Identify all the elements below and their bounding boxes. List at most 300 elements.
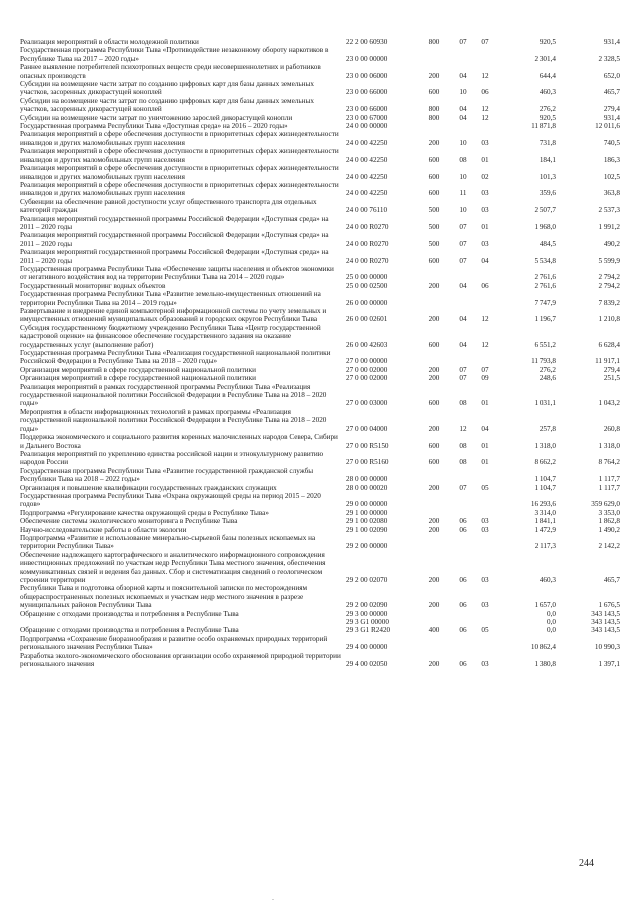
row-expense-type bbox=[416, 467, 452, 484]
row-section: 07 bbox=[459, 483, 467, 492]
row-amount-year-1: 101,3 bbox=[539, 172, 556, 181]
row-target-article: 24 0 00 R0270 bbox=[346, 256, 389, 265]
row-target-article: 24 0 00 42250 bbox=[346, 189, 388, 198]
row-section bbox=[452, 265, 474, 282]
table-row bbox=[20, 248, 620, 265]
row-target-article: 28 0 00 00000 bbox=[346, 475, 388, 484]
row-expense-type bbox=[416, 349, 452, 366]
row-amount-year-1: 276,2 bbox=[539, 105, 556, 114]
table-row bbox=[20, 282, 620, 290]
row-amount-year-1: 1 104,7 bbox=[534, 475, 556, 484]
table-row bbox=[20, 122, 620, 130]
row-subsection bbox=[474, 290, 496, 307]
row-amount-year-1: 2 117,3 bbox=[534, 542, 556, 551]
row-target-article: 28 0 00 00020 bbox=[346, 483, 388, 492]
row-amount-year-2: 3 353,0 bbox=[598, 508, 620, 517]
row-amount-year-1: 731,8 bbox=[539, 138, 556, 147]
row-amount-year-2: 102,5 bbox=[603, 172, 620, 181]
row-amount-year-2: 2 537,3 bbox=[598, 206, 620, 215]
row-name: Государственная программа Республики Тыва «Доступная среда» на 2016 – 2020 годы» bbox=[20, 122, 288, 131]
row-name: Подпрограмма «Сохранение биоразнообразия и развитие особо охраняемых природных территорий регионального значения Республики Тыва» bbox=[20, 634, 328, 652]
row-amount-year-1: 644,4 bbox=[539, 71, 556, 80]
row-expense-type: 200 bbox=[428, 576, 440, 584]
footer-mark: . bbox=[272, 893, 274, 902]
row-subsection: 03 bbox=[481, 138, 489, 147]
table-row bbox=[20, 265, 620, 282]
row-section: 07 bbox=[459, 38, 467, 46]
row-expense-type: 800 bbox=[428, 105, 440, 114]
row-name: Обеспечение системы экологического мониторинга в Республике Тыва bbox=[20, 517, 238, 526]
row-name: Государственная программа Республики Тыва «Противодействие незаконному обороту наркотиков в Республике Тыва на 2017 – 2020 годы» bbox=[20, 46, 329, 63]
row-section bbox=[452, 618, 474, 626]
table-row bbox=[20, 231, 620, 248]
row-expense-type: 800 bbox=[428, 113, 440, 122]
row-target-article: 27 0 00 00000 bbox=[346, 357, 388, 366]
row-subsection: 04 bbox=[481, 424, 489, 433]
row-amount-year-1: 3 314,0 bbox=[534, 508, 556, 517]
row-amount-year-2: 343 143,5 bbox=[591, 609, 620, 618]
row-expense-type: 200 bbox=[428, 138, 440, 147]
row-amount-year-1: 0,0 bbox=[547, 626, 556, 635]
row-name: Реализация мероприятий в сфере обеспечения доступности в приоритетных сферах жизнедеятельности инвалидов и других маломобильных групп населения bbox=[20, 164, 339, 181]
row-section: 04 bbox=[459, 340, 467, 349]
row-section: 11 bbox=[459, 189, 467, 198]
row-target-article: 29 3 G1 R2420 bbox=[346, 626, 391, 635]
row-subsection bbox=[474, 509, 496, 517]
row-target-article: 23 0 00 06000 bbox=[346, 71, 388, 80]
row-amount-year-2: 343 143,5 bbox=[591, 618, 620, 627]
row-subsection: 03 bbox=[481, 601, 489, 610]
row-expense-type bbox=[416, 610, 452, 618]
row-amount-year-2: 260,8 bbox=[603, 424, 620, 433]
row-expense-type: 200 bbox=[428, 374, 440, 383]
row-target-article: 26 0 00 02601 bbox=[346, 315, 388, 324]
row-name: Государственный мониторинг водных объектов bbox=[20, 281, 166, 290]
row-amount-year-2: 2 794,2 bbox=[598, 281, 620, 290]
row-section: 12 bbox=[459, 424, 467, 433]
row-amount-year-2: 2 142,2 bbox=[598, 542, 620, 551]
row-name: Подпрограмма «Развитие и использование минерально-сырьевой базы полезных ископаемых на территории Республики Тыва» bbox=[20, 533, 316, 551]
row-section: 08 bbox=[459, 399, 467, 408]
row-expense-type: 200 bbox=[428, 601, 440, 610]
table-row bbox=[20, 517, 620, 525]
row-target-article: 23 0 00 67000 bbox=[346, 113, 388, 122]
row-subsection bbox=[474, 618, 496, 626]
row-target-article: 29 1 00 02080 bbox=[346, 517, 388, 526]
row-target-article: 29 2 00 02090 bbox=[346, 601, 388, 610]
table-row bbox=[20, 290, 620, 307]
row-target-article: 29 3 00 00000 bbox=[346, 609, 388, 618]
row-amount-year-1: 1 968,0 bbox=[534, 222, 556, 231]
row-amount-year-1: 2 301,4 bbox=[534, 54, 556, 63]
row-expense-type: 600 bbox=[428, 399, 440, 408]
row-amount-year-2: 186,3 bbox=[603, 155, 620, 164]
row-expense-type bbox=[416, 265, 452, 282]
row-amount-year-1: 11 793,8 bbox=[531, 357, 556, 366]
row-expense-type: 200 bbox=[428, 365, 440, 374]
row-amount-year-2: 2 794,2 bbox=[598, 273, 620, 282]
row-target-article: 25 0 00 00000 bbox=[346, 273, 388, 282]
row-name: Обращение с отходами производства и потребления в Республике Тыва bbox=[20, 609, 239, 618]
row-expense-type: 600 bbox=[428, 88, 440, 97]
row-expense-type: 600 bbox=[428, 155, 440, 164]
row-expense-type: 600 bbox=[428, 256, 440, 265]
row-subsection: 12 bbox=[481, 340, 489, 349]
row-section: 08 bbox=[459, 458, 467, 467]
table-row bbox=[20, 215, 620, 232]
row-name: Подпрограмма «Регулирование качества окружающей среды в Республике Тыва» bbox=[20, 508, 269, 517]
row-amount-year-1: 248,6 bbox=[539, 374, 556, 383]
row-section: 08 bbox=[459, 155, 467, 164]
table-row bbox=[20, 635, 620, 652]
row-target-article: 26 0 00 42603 bbox=[346, 340, 388, 349]
row-amount-year-2: 6 628,4 bbox=[598, 340, 620, 349]
row-amount-year-2: 11 917,1 bbox=[595, 357, 620, 366]
row-amount-year-2: 359 629,0 bbox=[591, 500, 620, 509]
row-name: Обеспечение надлежащего картографического и аналитического информационного сопровождения инвестиционных предложений по участкам недр Республики Тыва местного значения, обеспечения коммуникативных связей и ведения баз данных. Сбор и систематизация сведений о геологическом строении территории bbox=[20, 550, 326, 584]
row-amount-year-2: 1 676,5 bbox=[598, 601, 620, 610]
row-expense-type bbox=[416, 290, 452, 307]
row-expense-type: 200 bbox=[428, 424, 440, 433]
row-amount-year-1: 0,0 bbox=[547, 618, 556, 627]
row-subsection: 12 bbox=[481, 315, 489, 324]
row-amount-year-1: 16 293,6 bbox=[530, 500, 556, 509]
row-target-article: 22 2 00 60930 bbox=[346, 38, 388, 46]
table-row bbox=[20, 534, 620, 551]
row-section bbox=[452, 290, 474, 307]
table-row bbox=[20, 551, 620, 585]
row-subsection bbox=[474, 610, 496, 618]
row-subsection: 05 bbox=[481, 626, 489, 635]
row-target-article: 24 0 00 76110 bbox=[346, 206, 388, 215]
row-expense-type: 200 bbox=[428, 525, 440, 534]
row-amount-year-1: 2 761,6 bbox=[534, 273, 556, 282]
row-subsection: 01 bbox=[481, 399, 489, 408]
row-target-article: 29 2 00 02070 bbox=[346, 576, 388, 584]
row-name: Реализация мероприятий в сфере обеспечения доступности в приоритетных сферах жизнедеятельности инвалидов и других маломобильных групп населения bbox=[20, 130, 339, 147]
row-amount-year-2: 1 043,2 bbox=[598, 399, 620, 408]
row-section: 10 bbox=[459, 206, 467, 215]
row-amount-year-2: 1 397,1 bbox=[598, 660, 620, 669]
table-row bbox=[20, 80, 620, 97]
row-target-article: 29 4 00 02050 bbox=[346, 660, 388, 669]
row-target-article: 27 0 00 R5160 bbox=[346, 458, 389, 467]
row-subsection bbox=[474, 349, 496, 366]
row-section: 10 bbox=[459, 138, 467, 147]
row-section: 10 bbox=[459, 172, 467, 181]
row-subsection: 01 bbox=[481, 441, 489, 450]
row-amount-year-2: 8 764,2 bbox=[598, 458, 620, 467]
row-expense-type bbox=[416, 46, 452, 63]
row-name: Государственная программа Республики Тыва «Реализация государственной национальной политики Российской Федерации в Республике Тыва на 2018 – 2020 годы» bbox=[20, 349, 331, 366]
row-section bbox=[452, 46, 474, 63]
table-row bbox=[20, 492, 620, 509]
row-subsection: 03 bbox=[481, 189, 489, 198]
row-section: 08 bbox=[459, 441, 467, 450]
row-subsection: 12 bbox=[481, 71, 489, 80]
row-section: 04 bbox=[459, 315, 467, 324]
row-expense-type: 600 bbox=[428, 458, 440, 467]
row-amount-year-1: 276,2 bbox=[539, 365, 556, 374]
row-amount-year-1: 484,5 bbox=[539, 239, 556, 248]
row-subsection bbox=[474, 492, 496, 509]
row-expense-type: 500 bbox=[428, 239, 440, 248]
row-expense-type bbox=[416, 635, 452, 652]
row-expense-type bbox=[416, 122, 452, 130]
row-amount-year-2: 1 210,8 bbox=[598, 315, 620, 324]
row-name: Реализация мероприятий в сфере обеспечения доступности в приоритетных сферах жизнедеятельности инвалидов и других маломобильных групп населения bbox=[20, 147, 339, 164]
row-amount-year-2: 10 990,3 bbox=[594, 643, 620, 652]
table-row bbox=[20, 97, 620, 114]
row-section: 07 bbox=[459, 374, 467, 383]
row-amount-year-1: 1 196,7 bbox=[534, 315, 556, 324]
row-amount-year-2: 931,4 bbox=[603, 113, 620, 122]
row-subsection: 03 bbox=[481, 206, 489, 215]
row-expense-type: 500 bbox=[428, 222, 440, 231]
table-row bbox=[20, 509, 620, 517]
row-amount-year-1: 1 031,1 bbox=[534, 399, 556, 408]
row-amount-year-1: 2 507,7 bbox=[534, 206, 556, 215]
row-target-article: 23 0 00 00000 bbox=[346, 54, 388, 63]
row-name bbox=[20, 618, 346, 626]
row-expense-type: 200 bbox=[428, 315, 440, 324]
row-name: Реализация мероприятий по укреплению единства российской нации и этнокультурному развитию народов России bbox=[20, 449, 324, 467]
page-number: 244 bbox=[579, 858, 594, 869]
row-amount-year-1: 1 472,9 bbox=[534, 525, 556, 534]
row-amount-year-1: 5 534,8 bbox=[534, 256, 556, 265]
row-section bbox=[452, 635, 474, 652]
table-row bbox=[20, 626, 620, 634]
row-name: Развертывание и внедрение единой компьютерной информационной системы по учету земельных и имущественных отношений муниципальных образований и городских округов Республики Тыва bbox=[20, 307, 327, 324]
row-section: 06 bbox=[459, 660, 467, 669]
row-amount-year-1: 359,6 bbox=[539, 189, 556, 198]
row-amount-year-2: 7 839,2 bbox=[598, 298, 620, 307]
row-amount-year-1: 920,5 bbox=[539, 38, 556, 46]
row-name: Субсидии на возмещение части затрат по созданию цифровых карт для базы данных земельных участков, засоренных дикорастущей коноплей bbox=[20, 80, 314, 97]
table-row bbox=[20, 130, 620, 147]
row-target-article: 25 0 00 02500 bbox=[346, 281, 388, 290]
row-section bbox=[452, 467, 474, 484]
row-amount-year-1: 920,5 bbox=[539, 113, 556, 122]
row-subsection: 07 bbox=[481, 365, 489, 374]
row-name: Государственная программа Республики Тыва «Охрана окружающей среды на период 2015 – 2020 годов» bbox=[20, 491, 321, 509]
row-target-article: 29 2 00 00000 bbox=[346, 542, 388, 551]
row-section: 04 bbox=[459, 113, 467, 122]
row-target-article: 23 0 00 66000 bbox=[346, 105, 388, 114]
row-section bbox=[452, 349, 474, 366]
row-name: Государственная программа Республики Тыва «Развитие земельно-имущественных отношений на территории Республики Тыва на 2014 – 2019 годы» bbox=[20, 290, 321, 307]
row-amount-year-2: 652,0 bbox=[603, 71, 620, 80]
row-section: 06 bbox=[459, 517, 467, 526]
row-amount-year-2: 251,5 bbox=[603, 374, 620, 383]
row-section: 04 bbox=[459, 71, 467, 80]
row-name: Поддержка экономического и социального развития коренных малочисленных народов Севера, Сибири и Дальнего Востока bbox=[20, 433, 338, 450]
row-target-article: 26 0 00 00000 bbox=[346, 298, 388, 307]
row-name: Реализация мероприятий государственной программы Российской Федерации «Доступная среда» на 2011 – 2020 годы bbox=[20, 231, 329, 248]
row-name: Мероприятия в области информационных технологий в рамках программы «Реализация государственной национальной политики Российской Федерации в Республике Тыва на 2018 – 2020 годы» bbox=[20, 407, 327, 433]
table-row bbox=[20, 349, 620, 366]
row-name: Разработка эколого-экономического обоснования организации особо охраняемой природной территории регионального значения bbox=[20, 651, 341, 669]
row-subsection: 04 bbox=[481, 256, 489, 265]
row-amount-year-2: 279,4 bbox=[603, 105, 620, 114]
table-row bbox=[20, 610, 620, 618]
row-target-article: 29 3 G1 00000 bbox=[346, 618, 389, 627]
row-expense-type bbox=[416, 509, 452, 517]
row-amount-year-1: 460,3 bbox=[539, 88, 556, 97]
row-subsection bbox=[474, 635, 496, 652]
row-name: Государственная программа Республики Тыва «Развитие государственной гражданской службы Республики Тыва на 2018 – 2022 годы» bbox=[20, 466, 314, 484]
row-amount-year-2: 2 328,5 bbox=[598, 54, 620, 63]
row-name: Субсидии на возмещение части затрат по уничтожению зарослей дикорастущей конопли bbox=[20, 113, 293, 122]
row-section: 06 bbox=[459, 525, 467, 534]
row-amount-year-1: 6 551,2 bbox=[534, 340, 556, 349]
row-amount-year-1: 7 747,9 bbox=[534, 298, 556, 307]
row-expense-type: 200 bbox=[428, 71, 440, 80]
row-section bbox=[452, 122, 474, 130]
row-name: Субвенции на обеспечение равной доступности услуг общественного транспорта для отдельных категорий граждан bbox=[20, 197, 317, 215]
row-section: 06 bbox=[459, 601, 467, 610]
table-row bbox=[20, 652, 620, 669]
table-row bbox=[20, 324, 620, 349]
row-amount-year-1: 1 380,8 bbox=[534, 660, 556, 669]
row-subsection: 03 bbox=[481, 660, 489, 669]
row-amount-year-1: 1 657,0 bbox=[534, 601, 556, 610]
row-subsection: 02 bbox=[481, 172, 489, 181]
row-subsection: 03 bbox=[481, 525, 489, 534]
table-row bbox=[20, 408, 620, 433]
row-section: 04 bbox=[459, 105, 467, 114]
row-expense-type: 200 bbox=[428, 281, 440, 290]
row-section: 07 bbox=[459, 256, 467, 265]
row-name: Обращение с отходами производства и потребления в Республике Тыва bbox=[20, 626, 239, 635]
row-amount-year-2: 343 143,5 bbox=[591, 626, 620, 635]
row-subsection: 03 bbox=[481, 576, 489, 584]
row-expense-type: 600 bbox=[428, 172, 440, 181]
row-section: 07 bbox=[459, 239, 467, 248]
row-amount-year-1: 184,1 bbox=[539, 155, 556, 164]
row-expense-type bbox=[416, 534, 452, 551]
row-name: Реализация мероприятий в области молодежной политики bbox=[20, 38, 199, 46]
row-subsection: 06 bbox=[481, 281, 489, 290]
row-name: Реализация мероприятий в сфере обеспечения доступности в приоритетных сферах жизнедеятельности инвалидов и других маломобильных групп населения bbox=[20, 180, 339, 198]
row-subsection: 09 bbox=[481, 374, 489, 383]
row-subsection bbox=[474, 467, 496, 484]
table-row bbox=[20, 46, 620, 63]
row-amount-year-2: 465,7 bbox=[603, 576, 620, 584]
row-section: 06 bbox=[459, 576, 467, 584]
table-row bbox=[20, 526, 620, 534]
row-expense-type: 400 bbox=[428, 626, 440, 635]
table-row bbox=[20, 484, 620, 492]
table-row bbox=[20, 467, 620, 484]
row-amount-year-2: 1 490,2 bbox=[598, 525, 620, 534]
row-expense-type: 200 bbox=[428, 483, 440, 492]
table-row bbox=[20, 383, 620, 408]
row-name: Республики Тыва и подготовка обзорной карты и пояснительной записки по месторождениям общераспространенных полезных ископаемых и участкам недр местного значения в разрезе муниципальных районов Республики Тыва bbox=[20, 584, 308, 610]
row-subsection bbox=[474, 46, 496, 63]
row-section: 10 bbox=[459, 88, 467, 97]
row-section bbox=[452, 534, 474, 551]
row-target-article: 29 0 00 00000 bbox=[346, 500, 388, 509]
row-amount-year-2: 465,7 bbox=[603, 88, 620, 97]
row-expense-type: 600 bbox=[428, 441, 440, 450]
row-amount-year-2: 931,4 bbox=[603, 38, 620, 46]
row-section: 04 bbox=[459, 281, 467, 290]
row-expense-type bbox=[416, 618, 452, 626]
row-amount-year-2: 1 991,2 bbox=[598, 222, 620, 231]
table-row bbox=[20, 147, 620, 164]
row-name: Субсидии на возмещение части затрат по созданию цифровых карт для базы данных земельных участков, засоренных дикорастущей коноплей bbox=[20, 96, 314, 114]
row-subsection bbox=[474, 534, 496, 551]
row-name: Реализация мероприятий государственной программы Российской Федерации «Доступная среда» на 2011 – 2020 годы bbox=[20, 248, 329, 265]
row-expense-type: 600 bbox=[428, 340, 440, 349]
row-subsection: 05 bbox=[481, 483, 489, 492]
row-target-article: 24 0 00 42250 bbox=[346, 138, 388, 147]
row-section: 07 bbox=[459, 222, 467, 231]
row-amount-year-2: 363,8 bbox=[603, 189, 620, 198]
row-amount-year-1: 8 662,2 bbox=[534, 458, 556, 467]
row-amount-year-1: 1 318,0 bbox=[534, 441, 556, 450]
row-subsection bbox=[474, 265, 496, 282]
row-amount-year-2: 490,2 bbox=[603, 239, 620, 248]
row-amount-year-1: 460,3 bbox=[539, 576, 556, 584]
table-row bbox=[20, 181, 620, 198]
table-row bbox=[20, 618, 620, 626]
row-amount-year-2: 1 318,0 bbox=[598, 441, 620, 450]
row-name: Реализация мероприятий в рамках государственной программы Республики Тыва «Реализация государственной национальной политики Российской Федерации в Республике Тыва на 2018 – 2020 годы» bbox=[20, 382, 327, 408]
row-amount-year-2: 5 599,9 bbox=[598, 256, 620, 265]
row-amount-year-1: 10 862,4 bbox=[530, 643, 556, 652]
row-name: Научно-исследовательские работы в области экологии bbox=[20, 525, 187, 534]
table-row bbox=[20, 433, 620, 450]
row-subsection: 03 bbox=[481, 239, 489, 248]
table-row bbox=[20, 198, 620, 215]
row-target-article: 27 0 00 03000 bbox=[346, 399, 388, 408]
table-row bbox=[20, 114, 620, 122]
row-target-article: 24 0 00 R0270 bbox=[346, 239, 389, 248]
row-target-article: 27 0 00 R5150 bbox=[346, 441, 389, 450]
row-section: 06 bbox=[459, 626, 467, 635]
row-target-article: 23 0 00 66000 bbox=[346, 88, 388, 97]
row-subsection: 06 bbox=[481, 88, 489, 97]
row-amount-year-2: 12 011,6 bbox=[595, 122, 620, 131]
row-target-article: 24 0 00 R0270 bbox=[346, 222, 389, 231]
row-amount-year-1: 2 761,6 bbox=[534, 281, 556, 290]
table-row bbox=[20, 374, 620, 382]
row-section: 07 bbox=[459, 365, 467, 374]
row-subsection: 07 bbox=[481, 38, 489, 46]
row-section bbox=[452, 509, 474, 517]
table-row bbox=[20, 307, 620, 324]
table-row bbox=[20, 38, 620, 46]
row-expense-type: 600 bbox=[428, 189, 440, 198]
row-name: Организация мероприятий в сфере государственной национальной политики bbox=[20, 374, 256, 383]
row-name: Организация и повышение квалификации государственных гражданских служащих bbox=[20, 483, 277, 492]
row-expense-type: 200 bbox=[428, 660, 440, 669]
row-subsection: 12 bbox=[481, 105, 489, 114]
row-amount-year-2: 1 117,7 bbox=[598, 483, 620, 492]
row-name: Государственная программа Республики Тыва «Обеспечение защиты населения и объектов экономики от негативного воздействия вод на территории Республики Тыва на 2014 – 2020 годы» bbox=[20, 264, 334, 282]
table-row bbox=[20, 584, 620, 609]
row-amount-year-1: 257,8 bbox=[539, 424, 556, 433]
row-section bbox=[452, 610, 474, 618]
row-name: Реализация мероприятий государственной программы Российской Федерации «Доступная среда» на 2011 – 2020 годы bbox=[20, 214, 329, 231]
budget-table bbox=[20, 38, 620, 668]
row-expense-type: 200 bbox=[428, 517, 440, 526]
row-amount-year-1: 0,0 bbox=[547, 609, 556, 618]
row-expense-type: 800 bbox=[428, 38, 440, 46]
row-target-article: 24 0 00 42250 bbox=[346, 172, 388, 181]
